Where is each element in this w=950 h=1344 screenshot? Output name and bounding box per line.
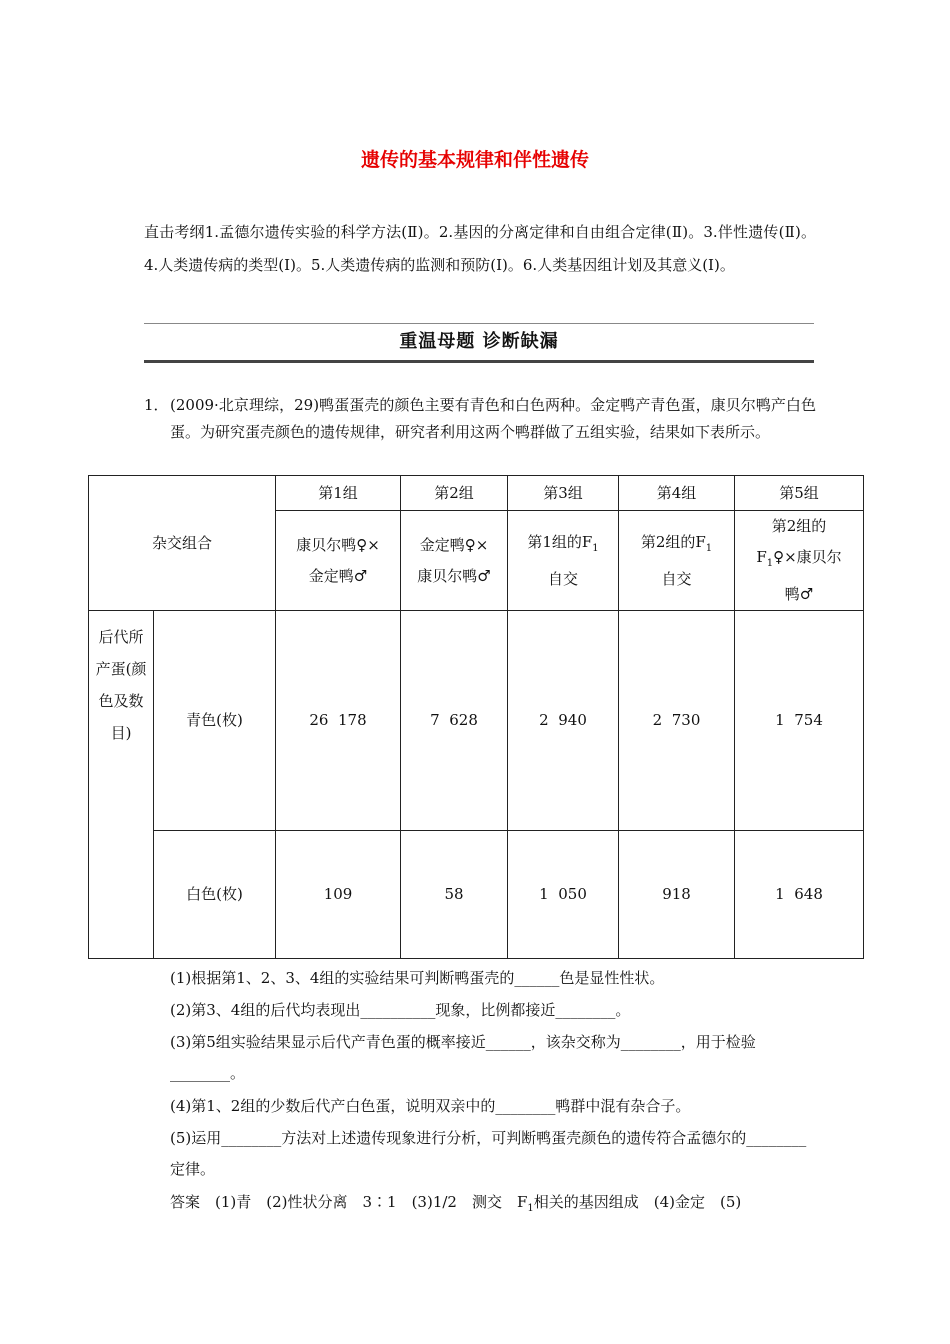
value-cell: 1 754: [735, 611, 864, 831]
cross-header: 杂交组合: [89, 476, 276, 611]
group-header: 第5组: [735, 476, 864, 511]
subquestion-3: (3)第5组实验结果显示后代产青色蛋的概率接近______，该杂交称为________，用于检验________。: [170, 1033, 756, 1082]
group-header: 第2组: [401, 476, 508, 511]
cross-cell: 第2组的 $F_1♀\times$康贝尔 鸭♂: [735, 511, 864, 611]
subquestion-2: (2)第3、4组的后代均表现出__________现象，比例都接近________。: [170, 1001, 631, 1019]
offspring-header: 后代所产蛋(颜色及数目): [89, 611, 154, 959]
table-row: [89, 831, 864, 959]
cross-cell: 第2组的$F_1$ 自交: [619, 511, 735, 611]
subquestion-4: (4)第1、2组的少数后代产白色蛋，说明双亲中的________鸭群中混有杂合子。: [170, 1097, 691, 1115]
question-1: [144, 392, 816, 446]
group-header: 第1组: [276, 476, 401, 511]
group-header: 第3组: [508, 476, 619, 511]
section-heading: 重温母题 诊断缺漏: [399, 331, 559, 352]
document-title: 遗传的基本规律和伴性遗传: [360, 149, 589, 171]
subquestion-1: (1)根据第1、2、3、4组的实验结果可判断鸭蛋壳的______色是显性性状。: [170, 969, 665, 987]
row-label: 青色(枚): [154, 611, 276, 831]
value-cell: 2 940: [508, 611, 619, 831]
value-cell: 2 730: [619, 611, 735, 831]
cross-cell: 第1组的$F_1$ 自交: [508, 511, 619, 611]
table-row: [89, 476, 864, 511]
answer-line: 答案 (1)青 (2)性状分离 3∶1 (3)1/2 测交 $F_1$相关的基因组成 (4)金定 (5): [170, 1193, 742, 1214]
value-cell: 1 050: [508, 831, 619, 959]
value-cell: 109: [276, 831, 401, 959]
value-cell: 7 628: [401, 611, 508, 831]
question-number: 1．: [144, 396, 169, 414]
group-header: 第4组: [619, 476, 735, 511]
cross-cell: 金定鸭♀× 康贝尔鸭♂: [401, 511, 508, 611]
table-row: [89, 611, 864, 831]
subquestion-5: (5)运用________方法对上述遗传现象进行分析，可判断鸭蛋壳颜色的遗传符合孟德尔的________定律。: [170, 1129, 807, 1178]
value-cell: 1 648: [735, 831, 864, 959]
row-label: 白色(枚): [154, 831, 276, 959]
section-heading-bar: [144, 323, 814, 363]
results-table: [88, 475, 864, 959]
cross-cell: 康贝尔鸭♀× 金定鸭♂: [276, 511, 401, 611]
value-cell: 918: [619, 831, 735, 959]
question-stem: (2009·北京理综，29)鸭蛋蛋壳的颜色主要有青色和白色两种。金定鸭产青色蛋，康贝尔鸭产白色蛋。为研究蛋壳颜色的遗传规律，研究者利用这两个鸭群做了五组实验，结果如下表所示。: [170, 396, 816, 441]
syllabus-paragraph: 直击考纲1.孟德尔遗传实验的科学方法(Ⅱ)。2.基因的分离定律和自由组合定律(Ⅱ)。3.伴性遗传(Ⅱ)。4.人类遗传病的类型(Ⅰ)。5.人类遗传病的监测和预防(Ⅰ)。6.人类基因组计划及其意义(Ⅰ)。: [144, 223, 816, 274]
value-cell: 26 178: [276, 611, 401, 831]
value-cell: 58: [401, 831, 508, 959]
